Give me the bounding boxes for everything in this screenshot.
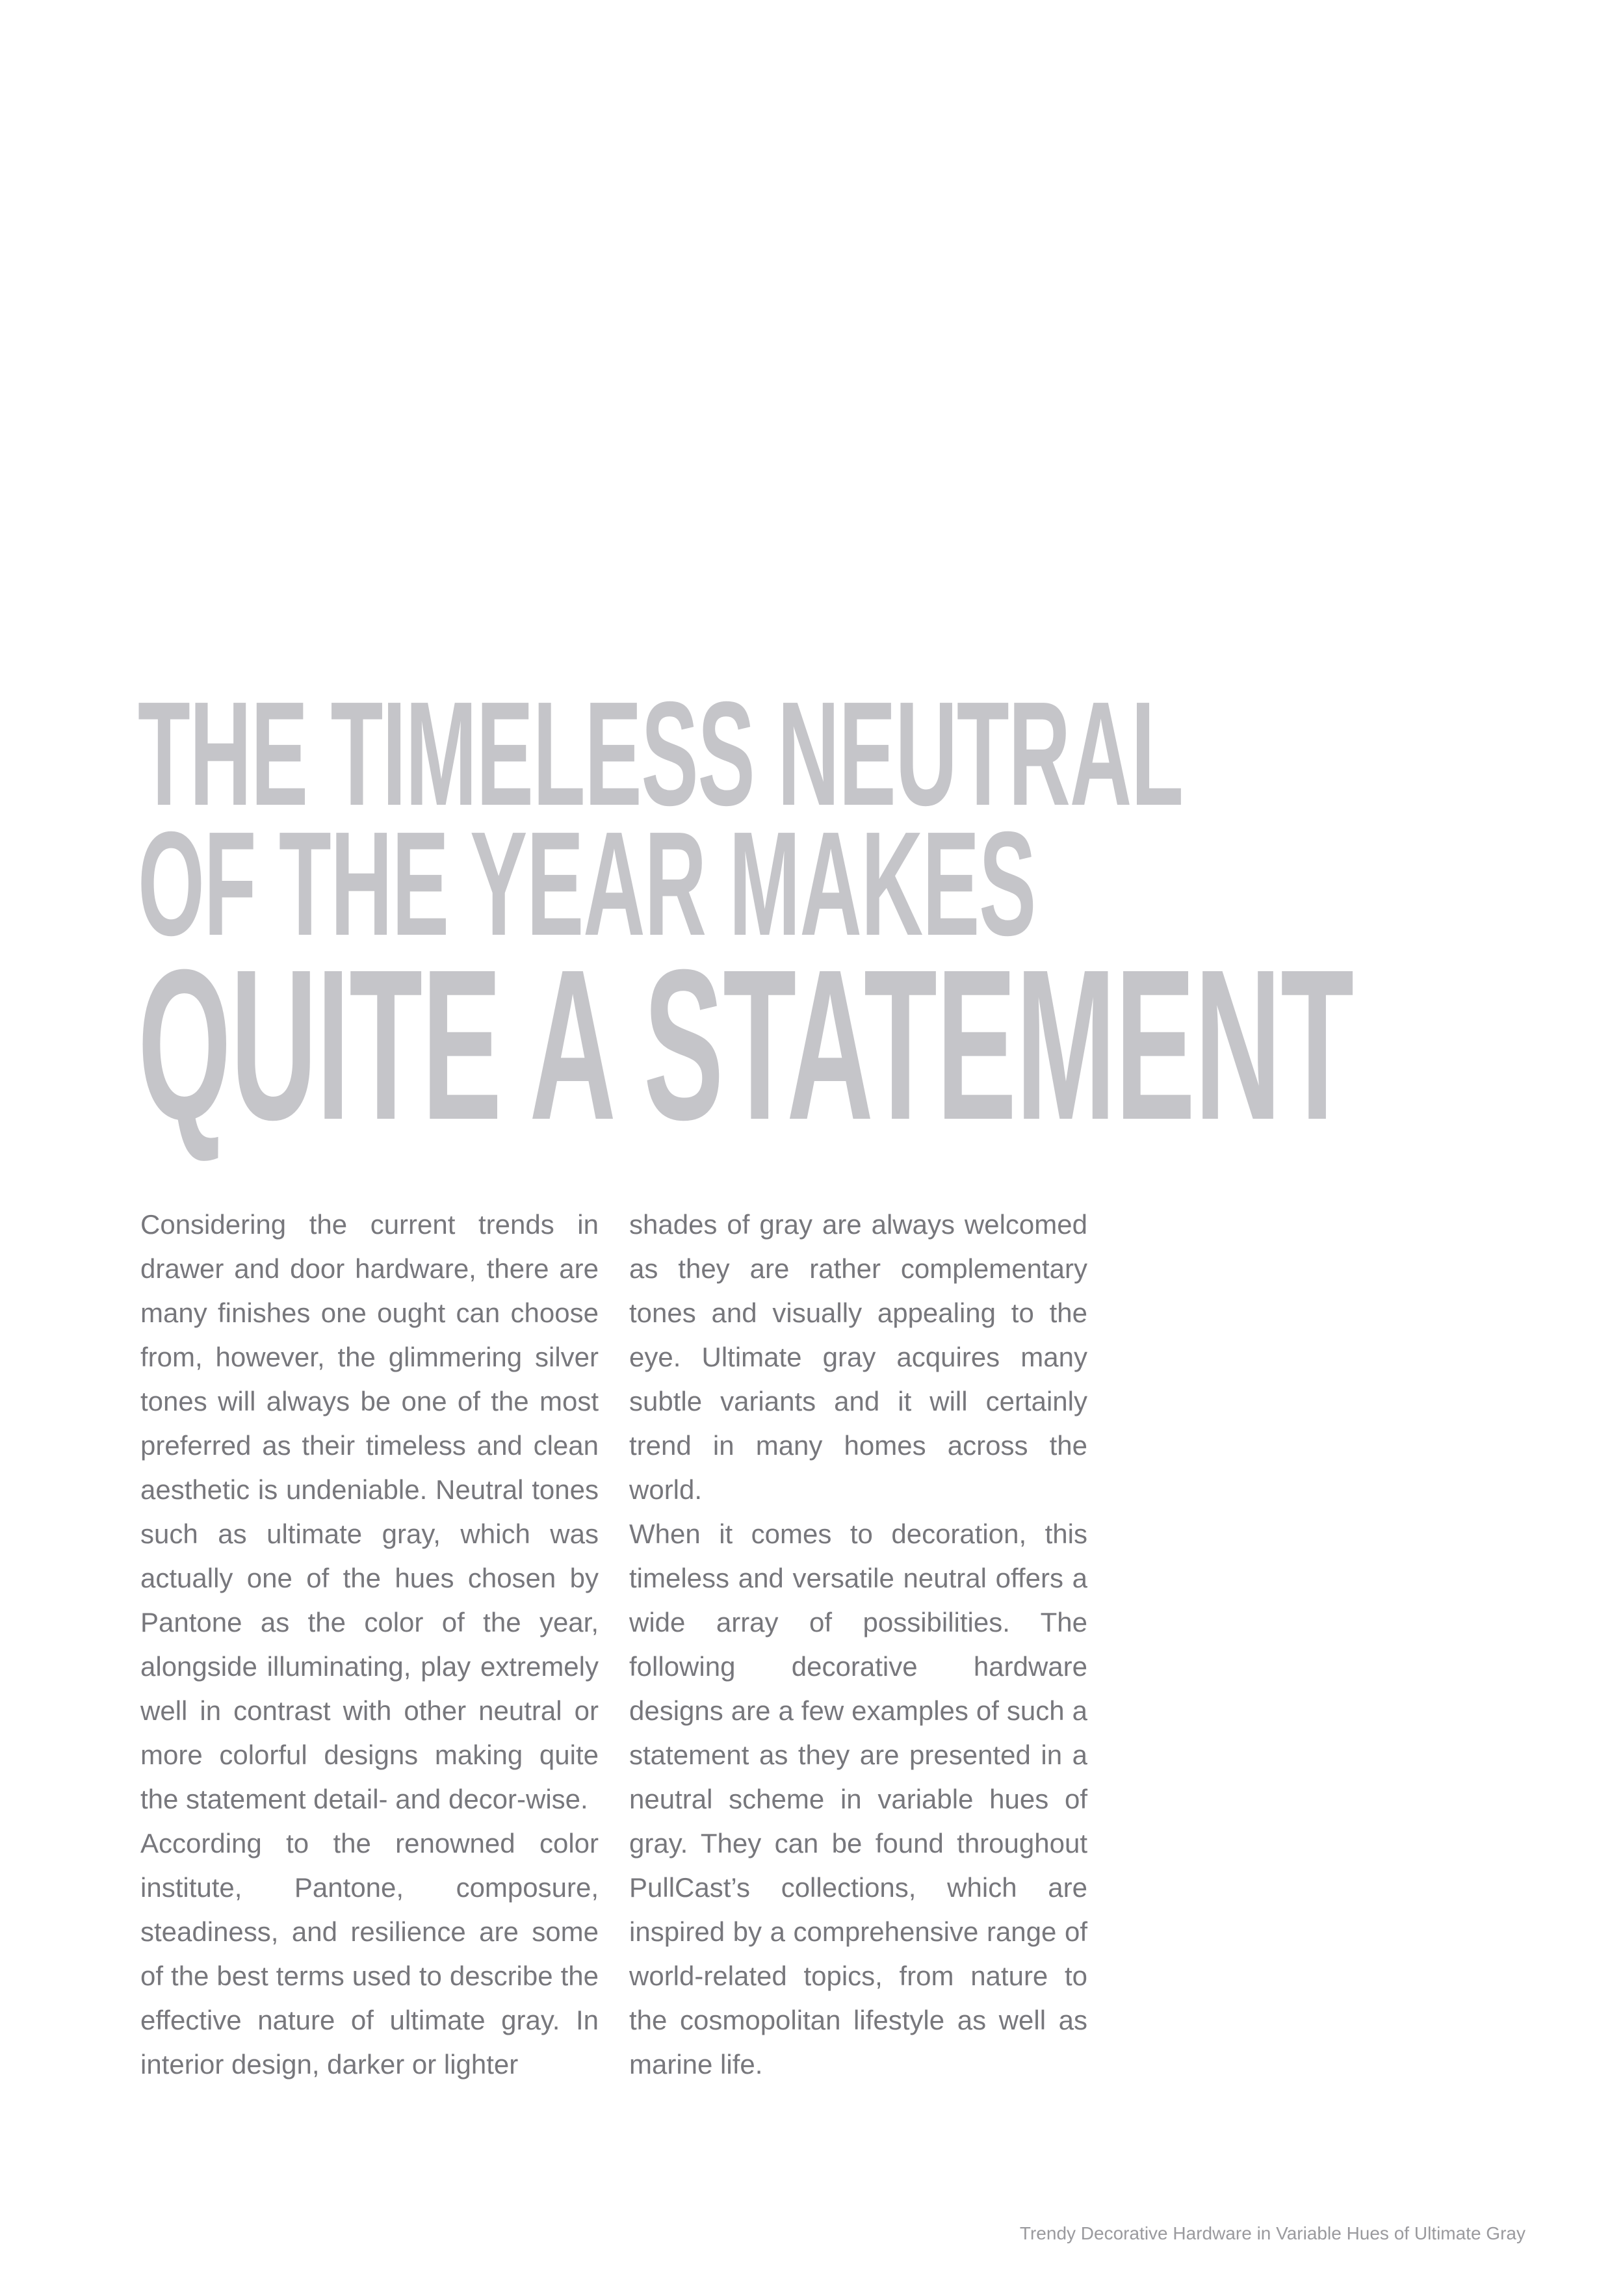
- headline: [138, 672, 1503, 1164]
- footer-caption: Trendy Decorative Hardware in Variable Hues of Ultimate Gray: [1019, 2223, 1526, 2243]
- headline-line-1: THE TIMELESS NEUTRAL: [138, 672, 1183, 837]
- paragraph: When it comes to decoration, this timeless and versatile neutral offers a wide array of possibilities. The following decorative hardware designs are a few examples of such a statement as they are presented in a neutral scheme in variable hues of gray. They can be found throughout PullCast’s collections, which are inspired by a comprehensive range of world-related topics, from nature to the cosmopolitan lifestyle as well as marine life.: [629, 1519, 1087, 2080]
- paragraph: According to the renowned color institute, Pantone, composure, steadiness, and resilience are some of the best terms used to describe the effective nature of ultimate gray. In interior design, darker or lighter: [140, 1828, 599, 2080]
- headline-line-2: OF THE YEAR MAKES: [138, 802, 1036, 967]
- body-column-right: [629, 1203, 1087, 2087]
- paragraph: Considering the current trends in drawer and door hardware, there are many finishes one ought can choose from, however, the glimmering silver tones will always be one of the most preferred as their timeless and clean aesthetic is undeniable. Neutral tones such as ultimate gray, which was actually one of the hues chosen by Pantone as the color of the year, alongside illuminating, play extremely well in contrast with other neutral or more colorful designs making quite the statement detail- and decor-wise.: [140, 1209, 599, 1814]
- headline-line-3: QUITE A STATEMENT: [138, 924, 1353, 1164]
- paragraph: shades of gray are always welcomed as they are rather complementary tones and visually appealing to the eye. Ultimate gray acquires many subtle variants and it will certainly trend in many homes across the world.: [629, 1209, 1087, 1505]
- body-column-left: [140, 1203, 599, 2087]
